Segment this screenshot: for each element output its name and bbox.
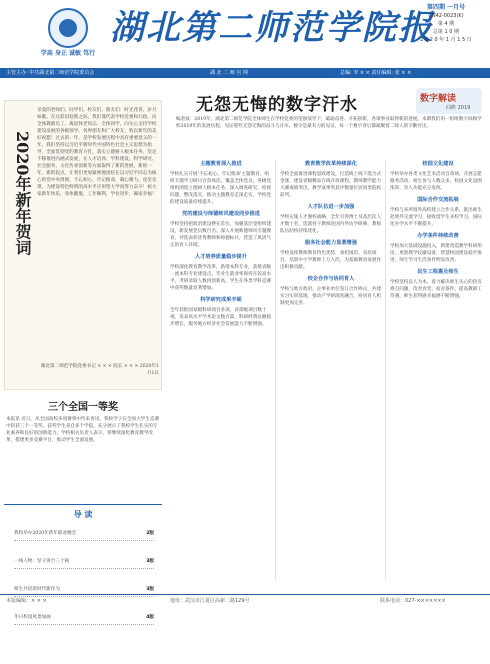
section-text: 学校与多所境外高校建立合作关系，派出师生赴境外交流学习，接收留学生来校学习，国际化办学水平不断提升。 bbox=[390, 208, 482, 227]
section-text: 学校加大基础设施投入，新建改造教学科研用房，更新教学仪器设备，智慧校园建设稳步推进，师生学习生活条件明显改善。 bbox=[390, 244, 482, 263]
guide-item-page: 4版 bbox=[146, 615, 154, 620]
section-title: 主题教育深入推进 bbox=[200, 161, 242, 167]
section-text: 学校坚持把政治建设摆在首位，加强基层党组织建设，新发展党员数百名。深入开展师德师风专题教育，评选表彰优秀教师和师德标兵，营造了风清气正的育人环境。 bbox=[170, 222, 272, 248]
guide-item-text: 我校举办2020年新年联欢晚会 bbox=[14, 531, 77, 536]
total-number: 总第 1 0 期 bbox=[432, 29, 460, 35]
masthead bbox=[0, 0, 490, 68]
footer-editor: 本版编辑：× × × bbox=[6, 598, 47, 604]
issue-number: 第 4 期 bbox=[437, 21, 455, 27]
guide-item-text: 冬日校园风景如画 bbox=[14, 615, 51, 620]
new-year-greeting bbox=[4, 100, 162, 390]
issue-date: 2 0 2 0 年 1 月 1 5 日 bbox=[420, 37, 472, 43]
guide-item-page: 3版 bbox=[146, 587, 154, 592]
feature-headline: 无怨无悔的数字汗水 bbox=[196, 95, 358, 115]
section-title: 校园文化建设 bbox=[422, 161, 454, 167]
section-title: 人才队伍进一步加强 bbox=[307, 204, 355, 210]
section-title: 人才培养质量稳步提升 bbox=[195, 254, 247, 260]
guide-title: 导 读 bbox=[73, 510, 93, 519]
edition-label: 第四期 一月号 bbox=[426, 4, 466, 11]
column-divider bbox=[385, 160, 386, 580]
main-feature bbox=[166, 80, 490, 590]
section-text: 学校与地方政府、企事业单位签订合作协议，共建实习实训基地，推动产学研深度融合，协同育人机制更加完善。 bbox=[280, 287, 382, 306]
top-info-bar bbox=[0, 68, 490, 78]
guide-item[interactable] bbox=[14, 555, 154, 569]
section-text: 学校扎实开展'不忘初心、牢记使命'主题教育，组织专题学习研讨百余场次，覆盖全体党员。各级党组织围绕立德树人根本任务，深入调查研究，检视问题，整改落实，推动主题教育走深走实，学校党的建设质量持续提升。 bbox=[170, 172, 272, 205]
feature-column-2 bbox=[280, 156, 382, 576]
editor-info: 总编: 李 × × 责任编辑: 张 × × bbox=[340, 70, 412, 76]
feature-lead: 编者按：2019年，湖北第二师范学院全体师生在学校党委的坚强领导下，砥砺奋进、开拓创新，各项事业取得新的进展。本期我们用一组组数字回顾学校2019年的发展历程，见证那些无怨无悔的奋斗与汗水。数字是最有力的见证，每一个数字背后都凝聚着二师人的辛勤付出。 bbox=[176, 117, 482, 129]
data-review-badge bbox=[416, 88, 482, 114]
feature-column-3 bbox=[390, 156, 486, 576]
section-text: 全年获批国家级科研项目多项，省部级项目数十项，发表高水平学术论文数百篇，科研经费总额稳步增长，服务地方经济社会发展能力不断增强。 bbox=[170, 308, 272, 327]
section-text: 学校实施人才强校战略，全年引进博士及高层次人才数十名，选派骨干教师赴国内外访学研修，教师队伍结构持续优化。 bbox=[280, 215, 382, 234]
issue-info bbox=[408, 4, 484, 44]
guide-item[interactable] bbox=[14, 527, 154, 541]
section-text: 学校深化教育教学改革，新增本科专业，获批省级一流本科专业建设点。毕业生就业率保持在较高水平，考研录取人数再创新高，学生在各类学科竞赛中获奖数量显著增加。 bbox=[170, 265, 272, 291]
guide-item-text: 师生共话新时代新作为 bbox=[14, 587, 60, 592]
page-footer bbox=[0, 594, 490, 606]
section-title: 服务社会能力显著增强 bbox=[305, 240, 357, 246]
feature-column-1 bbox=[170, 156, 272, 576]
footer-phone: 联系电话：027-××××××× bbox=[380, 598, 446, 604]
section-text: 学校举办各类文化艺术活动百余场，开展志愿服务活动，师生参与人数众多，校园文化氛围浓厚，育人功能充分发挥。 bbox=[390, 172, 482, 191]
sub-article-body: 本报讯 近日，从全国高校多项赛事中传来喜讯，我校学子在全国大学生竞赛中斩获三个一等奖。获奖学生来自多个学院，充分展示了我校学生扎实的专业素养和良好的创新能力。学校相关负责人表示，将继续深化教育教学改革，搭建更多竞赛平台，推动学生全面发展。 bbox=[6, 417, 160, 443]
section-title: 国际合作交流拓展 bbox=[417, 197, 459, 203]
section-title: 校企合作与协同育人 bbox=[307, 276, 355, 282]
school-motto: 学高 身正 诚敏 笃行 bbox=[40, 50, 96, 57]
section-title: 办学条件持续改善 bbox=[417, 233, 459, 239]
column-divider bbox=[275, 160, 276, 580]
section-title: 党的建设与师德师风建设同步推进 bbox=[182, 211, 260, 217]
publisher-info: 主管主办: 中共湖北第二师范学院委员会 bbox=[6, 70, 95, 76]
newspaper-title: 湖北第二师范学院报 bbox=[110, 8, 434, 48]
section-text: 学校坚持以人为本，着力解决师生关心的热点难点问题，改善食堂、宿舍条件，提高教职工待遇，师生获得感幸福感不断增强。 bbox=[390, 280, 482, 299]
website-label: 湖 北 二 师 官 网 bbox=[210, 70, 248, 76]
school-logo-icon bbox=[48, 8, 88, 48]
section-title: 教育教学改革持续深化 bbox=[305, 161, 357, 167]
cn-code: CN42-0023(K) bbox=[428, 13, 464, 19]
badge-title: 数字解读 bbox=[420, 94, 457, 104]
guide-item-page: 3版 bbox=[146, 559, 154, 564]
footer-address: 地址：武汉市江夏区高新二路129号 bbox=[170, 598, 250, 604]
guide-item-page: 2版 bbox=[146, 531, 154, 536]
section-title: 科学研究成果丰硕 bbox=[200, 297, 242, 303]
section-text: 学校全面推进课程思政建设，打造线上线下混合式金课，建设省级精品在线开放课程。教师教学能力大赛成绩突出，教学成果奖获评数量位居同类院校前列。 bbox=[280, 172, 382, 198]
greeting-title: 2020年新年贺词 bbox=[13, 131, 32, 256]
badge-subtitle: 回眸 2019 bbox=[446, 105, 471, 111]
guide-item-text: 一线人物：坚守讲台三十载 bbox=[14, 559, 70, 564]
guide-item[interactable] bbox=[14, 611, 154, 625]
greeting-body: 亲爱的老师们、同学们、校友们、朋友们：时光荏苒，岁月如歌。在这辞旧迎新之际，我们谨代表学校党委和行政，向全体教职员工、离退休老同志、全体同学，向关心支持学校建设发展的各级领导、各界朋友和广大校友，致以新年的美好祝愿！过去的一年，是学校发展历程中具有重要意义的一年。我们坚持以习近平新时代中国特色社会主义思想为指导，全面贯彻党的教育方针，落实立德树人根本任务，坚定不移推进内涵式发展，在人才培养、学科建设、科学研究、社会服务、文化传承创新等方面取得了新的进展。新的一年，新的起点。让我们更加紧密地团结在以习近平同志为核心的党中央周围，不忘初心、牢记使命，凝心聚力、攻坚克难，为建设特色鲜明的高水平应用型大学而努力奋斗！祝大家新年快乐，身体健康，工作顺利，学业进步，阖家幸福！ bbox=[37, 108, 157, 197]
sub-article-title: 三个全国一等奖 bbox=[48, 402, 118, 413]
section-title: 民生工程惠及师生 bbox=[417, 269, 459, 275]
guide-box bbox=[4, 504, 162, 664]
greeting-signature: 湖北第二师范学院党委书记 × × × 院长 × × × 2020年1月1日 bbox=[40, 364, 159, 376]
section-text: 学校发挥教师教育特色优势，承担国培、省培项目，培训中小学教师上万人次，为基础教育发展作出积极贡献。 bbox=[280, 251, 382, 270]
